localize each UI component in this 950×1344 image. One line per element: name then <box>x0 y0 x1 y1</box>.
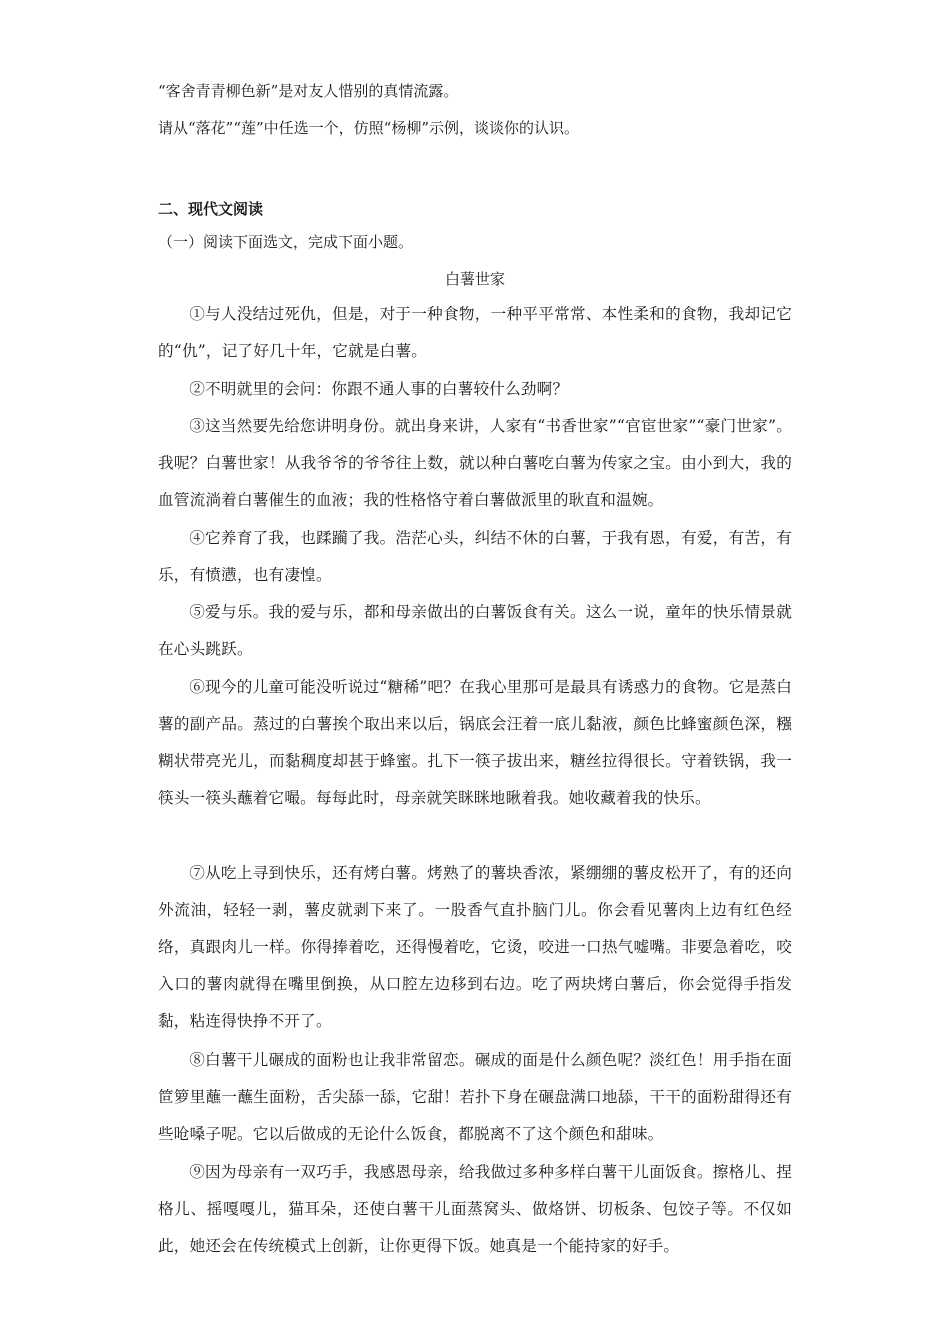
article-title: 白薯世家 <box>444 270 505 288</box>
intro-line-2: 请从“落花”“莲”中任选一个，仿照“杨柳”示例，谈谈你的认识。 <box>158 119 580 137</box>
section-instruction: （一）阅读下面选文，完成下面小题。 <box>158 233 414 251</box>
paragraph-4: ④它养育了我，也蹂躏了我。浩茫心头，纠结不休的白薯，于我有恩，有爱，有苦，有乐，有愤懑，也有凄惶。 <box>158 529 792 584</box>
paragraph-8: ⑧白薯干儿碾成的面粉也让我非常留恋。碾成的面是什么颜色呢？淡红色！用手指在面笸箩里蘸一蘸生面粉，舌尖舔一舔，它甜！若扑下身在碾盘满口地舔，干干的面粉甜得还有些呛嗓子呢。它以后做成的无论什么饭食，都脱离不了这个颜色和甜味。 <box>158 1051 792 1143</box>
paragraph-6: ⑥现今的儿童可能没听说过“糖稀”吧？在我心里那可是最具有诱惑力的食物。它是蒸白薯的副产品。蒸过的白薯挨个取出来以后，锅底会汪着一底儿黏液，颜色比蜂蜜颜色深，糨糊状带亮光儿，而黏稠度却甚于蜂蜜。扎下一筷子拔出来，糖丝拉得很长。守着铁锅，我一筷头一筷头蘸着它嘬。每每此时，母亲就笑眯眯地瞅着我。她收藏着我的快乐。 <box>158 678 792 807</box>
paragraph-3: ③这当然要先给您讲明身份。就出身来讲，人家有“书香世家”“官宦世家”“豪门世家”。我呢？白薯世家！从我爷爷的爷爷往上数，就以种白薯吃白薯为传家之宝。由小到大，我的血管流淌着白薯催生的血液；我的性格恪守着白薯做派里的耿直和温婉。 <box>158 417 792 509</box>
intro-line-1: “客舍青青柳色新”是对友人惜别的真情流露。 <box>158 82 459 100</box>
paragraph-2: ②不明就里的会问：你跟不通人事的白薯较什么劲啊？ <box>189 380 569 398</box>
paragraph-9: ⑨因为母亲有一双巧手，我感恩母亲，给我做过多种多样白薯干儿面饭食。擦格儿、捏格儿、摇嘎嘎儿，猫耳朵，还使白薯干儿面蒸窝头、做烙饼、切板条、包饺子等。不仅如此，她还会在传统模式上创新，让你更得下饭。她真是一个能持家的好手。 <box>158 1163 792 1255</box>
paragraph-7: ⑦从吃上寻到快乐，还有烤白薯。烤熟了的薯块香浓，紧绷绷的薯皮松开了，有的还向外流油，轻轻一剥，薯皮就剥下来了。一股香气直扑脑门儿。你会看见薯肉上边有红色经络，真跟肉儿一样。你得捧着吃，还得慢着吃，它烫，咬进一口热气嘘嘴。非要急着吃，咬入口的薯肉就得在嘴里倒换，从口腔左边移到右边。吃了两块烤白薯后，你会觉得手指发黏，粘连得快挣不开了。 <box>158 864 792 1030</box>
paragraph-5: ⑤爱与乐。我的爱与乐，都和母亲做出的白薯饭食有关。这么一说，童年的快乐情景就在心头跳跃。 <box>158 603 792 658</box>
section-heading: 二、现代文阅读 <box>158 200 264 218</box>
paragraph-1: ①与人没结过死仇，但是，对于一种食物，一种平平常常、本性柔和的食物，我却记它的“仇”，记了好几十年，它就是白薯。 <box>158 305 792 360</box>
